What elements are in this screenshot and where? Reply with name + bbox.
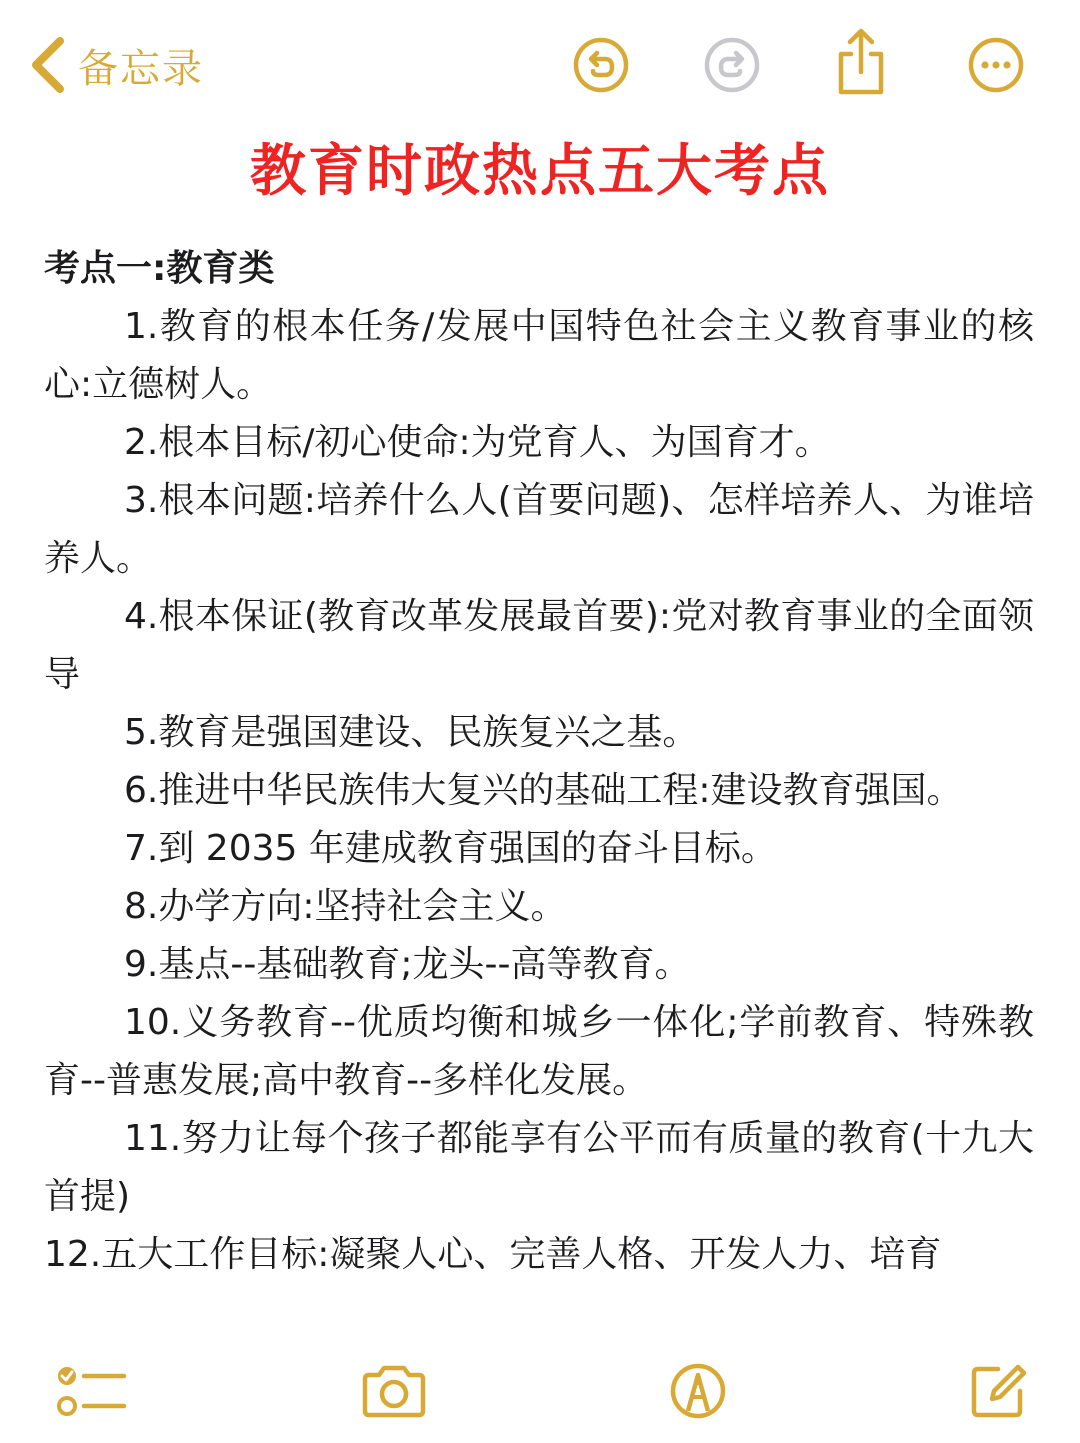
back-button[interactable]: [28, 32, 204, 98]
note-body[interactable]: [44, 240, 1034, 1295]
more-icon: [966, 35, 1026, 95]
list-item: 7.到 2035 年建成教育强国的奋斗目标。: [124, 828, 777, 869]
list-item: 11.努力让每个孩子都能享有公平而有质量的教育(十九大首提): [44, 1118, 1034, 1217]
camera-icon: [359, 1363, 429, 1423]
chevron-left-icon: [28, 35, 68, 95]
list-item: 10.义务教育--优质均衡和城乡一体化;学前教育、特殊教育--普惠发展;高中教育--多样化发展。: [44, 1002, 1034, 1101]
undo-icon: [571, 35, 631, 95]
markup-pen-icon: [668, 1361, 728, 1425]
list-item: 1.教育的根本任务/发展中国特色社会主义教育事业的核心:立德树人。: [44, 306, 1034, 405]
list-item: 12.五大工作目标:凝聚人心、完善人格、开发人力、培育: [44, 1234, 942, 1275]
share-icon: [831, 26, 891, 98]
checklist-icon: [56, 1363, 128, 1423]
share-button[interactable]: [829, 26, 893, 98]
list-item: 8.办学方向:坚持社会主义。: [124, 886, 567, 927]
list-item: 4.根本保证(教育改革发展最首要):党对教育事业的全面领导: [44, 596, 1034, 695]
bottom-toolbar: [0, 1345, 1080, 1435]
more-button[interactable]: [964, 33, 1028, 97]
compose-icon: [966, 1359, 1030, 1427]
compose-button[interactable]: [962, 1357, 1034, 1429]
list-item: 6.推进中华民族伟大复兴的基础工程:建设教育强国。: [124, 770, 963, 811]
redo-icon: [702, 35, 762, 95]
back-button-label: 备忘录: [78, 45, 204, 92]
list-item: 2.根本目标/初心使命:为党育人、为国育才。: [124, 422, 831, 463]
list-item: 5.教育是强国建设、民族复兴之基。: [124, 712, 699, 753]
markup-button[interactable]: [662, 1357, 734, 1429]
list-item: 3.根本问题:培养什么人(首要问题)、怎样培养人、为谁培养人。: [44, 480, 1034, 579]
list-item: 9.基点--基础教育;龙头--高等教育。: [124, 944, 691, 985]
top-navigation-bar: [0, 0, 1080, 130]
undo-button[interactable]: [569, 33, 633, 97]
checklist-button[interactable]: [56, 1357, 128, 1429]
redo-button[interactable]: [700, 33, 764, 97]
note-title[interactable]: 教育时政热点五大考点: [250, 139, 830, 204]
camera-button[interactable]: [358, 1357, 430, 1429]
section-heading: 考点一:教育类: [44, 248, 275, 289]
